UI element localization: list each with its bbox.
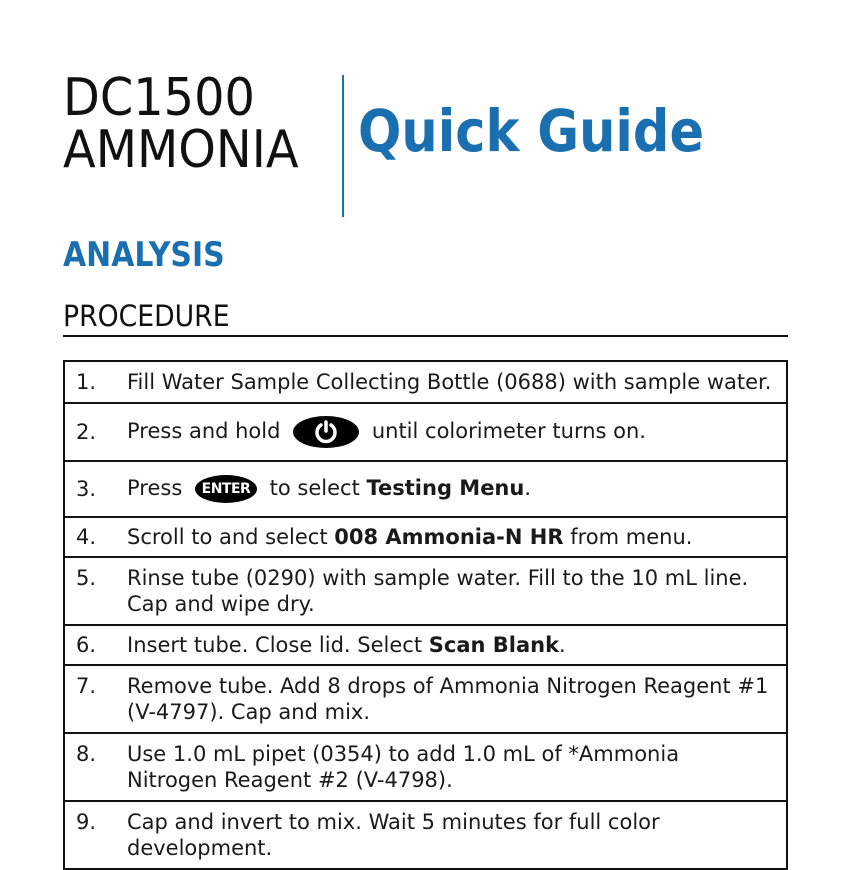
step-text: Insert tube. Close lid. Select Scan Blank. <box>127 633 566 657</box>
power-icon <box>293 416 359 448</box>
step-number: 4. <box>76 525 97 549</box>
step-number: 2. <box>76 420 97 444</box>
enter-key-icon: ENTER <box>195 475 257 503</box>
step-text: Use 1.0 mL pipet (0354) to add 1.0 mL of *Ammonia Nitrogen Reagent #2 (V-4798). <box>127 742 680 792</box>
product-test: AMMONIA <box>63 120 299 180</box>
step-number: 8. <box>76 742 97 766</box>
step-row <box>65 734 786 802</box>
step-row <box>65 362 786 404</box>
step-text: Fill Water Sample Collecting Bottle (0688) with sample water. <box>127 370 772 394</box>
header-divider <box>342 75 344 217</box>
procedure-steps <box>63 360 788 870</box>
step-row <box>65 518 786 558</box>
page-title: Quick Guide <box>358 97 705 165</box>
step-row <box>65 558 786 626</box>
step-text: Remove tube. Add 8 drops of Ammonia Nitrogen Reagent #1 (V-4797). Cap and mix. <box>127 674 769 724</box>
step-row <box>65 462 786 518</box>
step-row <box>65 666 786 734</box>
step-row <box>65 404 786 462</box>
step-number: 6. <box>76 633 97 657</box>
step-number: 9. <box>76 810 97 834</box>
product-model: DC1500 <box>63 68 255 128</box>
step-text: Cap and invert to mix. Wait 5 minutes for full color development. <box>127 810 660 860</box>
step-row <box>65 802 786 870</box>
step-text: Rinse tube (0290) with sample water. Fill to the 10 mL line. Cap and wipe dry. <box>127 566 749 616</box>
step-text: Press ENTER to select Testing Menu. <box>127 475 786 503</box>
step-text: Scroll to and select 008 Ammonia-N HR from menu. <box>127 525 693 549</box>
step-row <box>65 626 786 666</box>
section-subtitle: PROCEDURE <box>63 299 230 333</box>
step-number: 1. <box>76 370 97 394</box>
step-number: 5. <box>76 566 97 590</box>
step-number: 3. <box>76 477 97 501</box>
step-text: Press and hold until colorimeter turns on. <box>127 416 786 448</box>
step-number: 7. <box>76 674 97 698</box>
section-title: ANALYSIS <box>63 235 225 275</box>
product-name <box>63 68 299 180</box>
subtitle-rule <box>63 335 788 337</box>
